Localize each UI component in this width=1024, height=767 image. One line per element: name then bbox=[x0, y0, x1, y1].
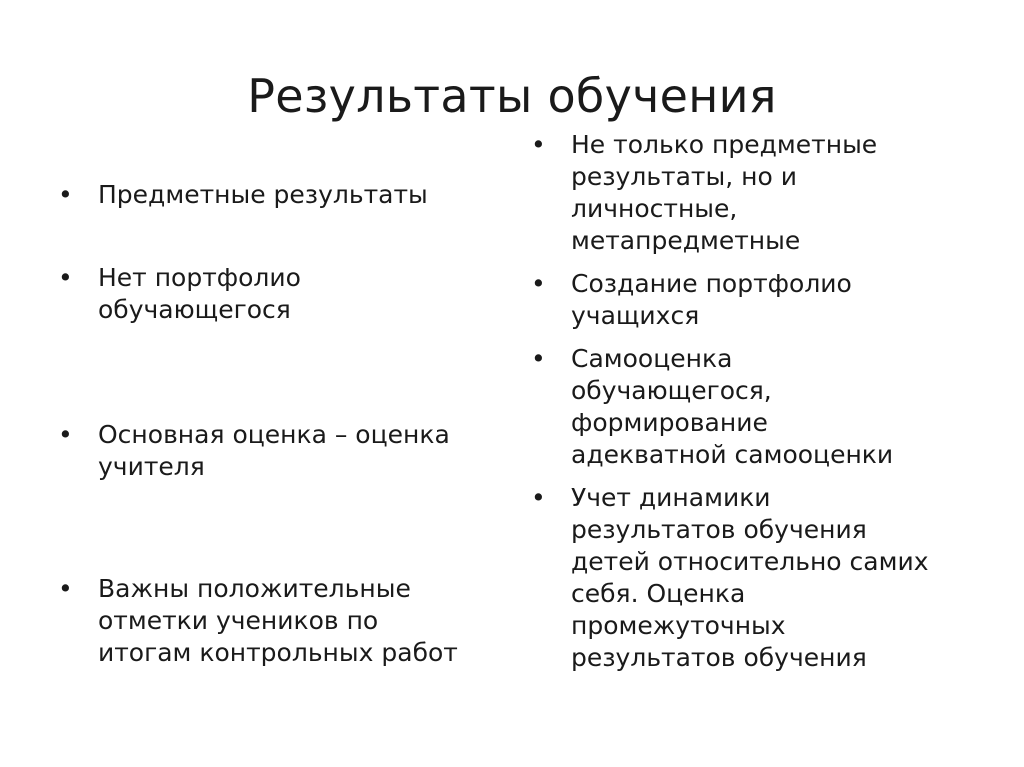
bullet-marker: • bbox=[531, 344, 546, 373]
left-bullet-item bbox=[58, 179, 508, 211]
left-bullet-item bbox=[58, 262, 508, 326]
bullet-text: Нет портфолио обучающегося bbox=[98, 263, 301, 324]
bullet-text: Учет динамики результатов обучения детей относительно самих себя. Оценка промежуточных результатов обучения bbox=[571, 483, 929, 672]
right-bullet-item bbox=[531, 129, 991, 257]
bullet-text: Важны положительные отметки учеников по итогам контрольных работ bbox=[98, 574, 458, 667]
right-bullet-item bbox=[531, 482, 991, 674]
bullet-text: Самооценка обучающегося, формирование адекватной самооценки bbox=[571, 344, 894, 469]
bullet-text: Не только предметные результаты, но и личностные, метапредметные bbox=[571, 130, 878, 255]
bullet-marker: • bbox=[58, 180, 73, 209]
left-bullet-item bbox=[58, 419, 508, 483]
right-bullet-item bbox=[531, 268, 991, 332]
bullet-text: Основная оценка – оценка учителя bbox=[98, 420, 450, 481]
bullet-marker: • bbox=[531, 269, 546, 298]
bullet-text: Создание портфолио учащихся bbox=[571, 269, 852, 330]
bullet-marker: • bbox=[58, 574, 73, 603]
bullet-text: Предметные результаты bbox=[98, 180, 428, 209]
left-bullet-item bbox=[58, 573, 508, 669]
bullet-marker: • bbox=[531, 483, 546, 512]
bullet-marker: • bbox=[531, 130, 546, 159]
slide-title: Результаты обучения bbox=[247, 69, 777, 123]
bullet-marker: • bbox=[58, 420, 73, 449]
right-bullet-item bbox=[531, 343, 991, 471]
bullet-marker: • bbox=[58, 263, 73, 292]
